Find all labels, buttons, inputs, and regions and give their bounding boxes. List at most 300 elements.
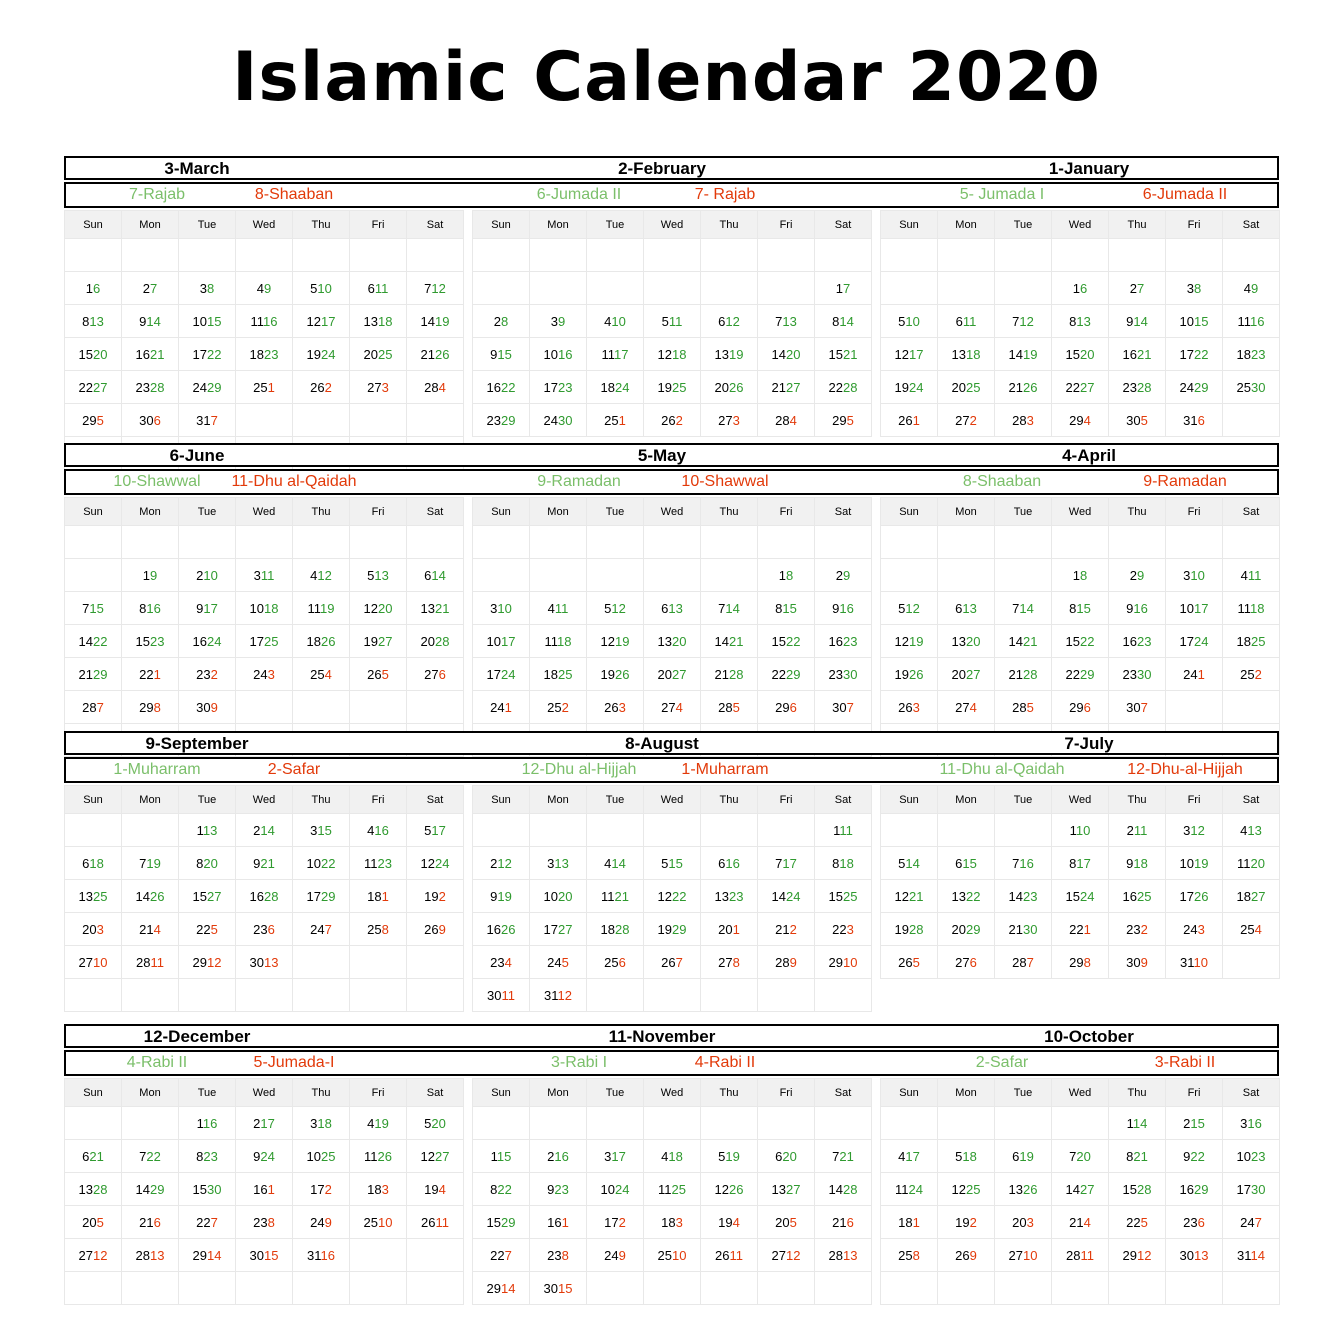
- day-cell[interactable]: [530, 625, 587, 658]
- day-cell[interactable]: [122, 658, 179, 691]
- day-cell[interactable]: [293, 1173, 350, 1206]
- day-cell[interactable]: [1166, 658, 1223, 691]
- day-cell[interactable]: [179, 1140, 236, 1173]
- day-cell[interactable]: [815, 559, 872, 592]
- day-cell[interactable]: [350, 1107, 407, 1140]
- day-cell[interactable]: [701, 658, 758, 691]
- day-cell[interactable]: [1223, 1239, 1280, 1272]
- day-cell[interactable]: [1223, 1173, 1280, 1206]
- day-cell[interactable]: [1166, 1107, 1223, 1140]
- day-cell[interactable]: [1166, 272, 1223, 305]
- day-cell[interactable]: [179, 880, 236, 913]
- day-cell[interactable]: [758, 1206, 815, 1239]
- day-cell[interactable]: [122, 946, 179, 979]
- day-cell[interactable]: [644, 625, 701, 658]
- day-cell[interactable]: [1052, 691, 1109, 724]
- day-cell[interactable]: [530, 305, 587, 338]
- day-cell[interactable]: [293, 1206, 350, 1239]
- day-cell[interactable]: [473, 1272, 530, 1305]
- day-cell[interactable]: [65, 404, 122, 437]
- day-cell[interactable]: [995, 946, 1052, 979]
- day-cell[interactable]: [815, 1239, 872, 1272]
- day-cell[interactable]: [881, 847, 938, 880]
- day-cell[interactable]: [815, 1173, 872, 1206]
- day-cell[interactable]: [938, 691, 995, 724]
- day-cell[interactable]: [530, 1239, 587, 1272]
- day-cell[interactable]: [644, 338, 701, 371]
- day-cell[interactable]: [236, 1173, 293, 1206]
- day-cell[interactable]: [179, 658, 236, 691]
- day-cell[interactable]: [881, 1173, 938, 1206]
- day-cell[interactable]: [407, 625, 464, 658]
- day-cell[interactable]: [701, 625, 758, 658]
- day-cell[interactable]: [1109, 946, 1166, 979]
- day-cell[interactable]: [293, 305, 350, 338]
- day-cell[interactable]: [1109, 559, 1166, 592]
- day-cell[interactable]: [122, 592, 179, 625]
- day-cell[interactable]: [881, 404, 938, 437]
- day-cell[interactable]: [473, 1173, 530, 1206]
- day-cell[interactable]: [473, 847, 530, 880]
- day-cell[interactable]: [758, 338, 815, 371]
- day-cell[interactable]: [644, 946, 701, 979]
- day-cell[interactable]: [587, 592, 644, 625]
- day-cell[interactable]: [1109, 1173, 1166, 1206]
- day-cell[interactable]: [1166, 625, 1223, 658]
- day-cell[interactable]: [758, 880, 815, 913]
- day-cell[interactable]: [815, 272, 872, 305]
- day-cell[interactable]: [65, 913, 122, 946]
- day-cell[interactable]: [1052, 847, 1109, 880]
- day-cell[interactable]: [293, 371, 350, 404]
- day-cell[interactable]: [758, 691, 815, 724]
- day-cell[interactable]: [407, 913, 464, 946]
- day-cell[interactable]: [995, 592, 1052, 625]
- day-cell[interactable]: [122, 1140, 179, 1173]
- day-cell[interactable]: [1052, 1140, 1109, 1173]
- day-cell[interactable]: [815, 625, 872, 658]
- day-cell[interactable]: [881, 691, 938, 724]
- day-cell[interactable]: [407, 658, 464, 691]
- day-cell[interactable]: [122, 691, 179, 724]
- day-cell[interactable]: [179, 559, 236, 592]
- day-cell[interactable]: [179, 1107, 236, 1140]
- day-cell[interactable]: [881, 1206, 938, 1239]
- day-cell[interactable]: [587, 338, 644, 371]
- day-cell[interactable]: [881, 338, 938, 371]
- day-cell[interactable]: [995, 691, 1052, 724]
- day-cell[interactable]: [236, 559, 293, 592]
- day-cell[interactable]: [530, 1206, 587, 1239]
- day-cell[interactable]: [1109, 1206, 1166, 1239]
- day-cell[interactable]: [1109, 404, 1166, 437]
- day-cell[interactable]: [1223, 592, 1280, 625]
- day-cell[interactable]: [881, 880, 938, 913]
- day-cell[interactable]: [65, 691, 122, 724]
- day-cell[interactable]: [236, 592, 293, 625]
- day-cell[interactable]: [530, 979, 587, 1012]
- day-cell[interactable]: [473, 691, 530, 724]
- day-cell[interactable]: [350, 592, 407, 625]
- day-cell[interactable]: [587, 847, 644, 880]
- day-cell[interactable]: [881, 658, 938, 691]
- day-cell[interactable]: [701, 338, 758, 371]
- day-cell[interactable]: [65, 946, 122, 979]
- day-cell[interactable]: [1109, 338, 1166, 371]
- day-cell[interactable]: [179, 847, 236, 880]
- day-cell[interactable]: [995, 1239, 1052, 1272]
- day-cell[interactable]: [701, 1239, 758, 1272]
- day-cell[interactable]: [938, 658, 995, 691]
- day-cell[interactable]: [938, 305, 995, 338]
- day-cell[interactable]: [815, 371, 872, 404]
- day-cell[interactable]: [122, 559, 179, 592]
- day-cell[interactable]: [179, 814, 236, 847]
- day-cell[interactable]: [1052, 658, 1109, 691]
- day-cell[interactable]: [1223, 880, 1280, 913]
- day-cell[interactable]: [881, 305, 938, 338]
- day-cell[interactable]: [236, 1140, 293, 1173]
- day-cell[interactable]: [815, 1206, 872, 1239]
- day-cell[interactable]: [530, 592, 587, 625]
- day-cell[interactable]: [758, 913, 815, 946]
- day-cell[interactable]: [179, 1173, 236, 1206]
- day-cell[interactable]: [758, 1173, 815, 1206]
- day-cell[interactable]: [1109, 658, 1166, 691]
- day-cell[interactable]: [815, 814, 872, 847]
- day-cell[interactable]: [122, 1173, 179, 1206]
- day-cell[interactable]: [350, 559, 407, 592]
- day-cell[interactable]: [938, 847, 995, 880]
- day-cell[interactable]: [1223, 338, 1280, 371]
- day-cell[interactable]: [815, 592, 872, 625]
- day-cell[interactable]: [1223, 847, 1280, 880]
- day-cell[interactable]: [530, 1272, 587, 1305]
- day-cell[interactable]: [701, 592, 758, 625]
- day-cell[interactable]: [473, 658, 530, 691]
- day-cell[interactable]: [815, 338, 872, 371]
- day-cell[interactable]: [815, 691, 872, 724]
- day-cell[interactable]: [758, 592, 815, 625]
- day-cell[interactable]: [701, 1173, 758, 1206]
- day-cell[interactable]: [701, 691, 758, 724]
- day-cell[interactable]: [1109, 592, 1166, 625]
- day-cell[interactable]: [758, 305, 815, 338]
- day-cell[interactable]: [938, 913, 995, 946]
- day-cell[interactable]: [881, 592, 938, 625]
- day-cell[interactable]: [1166, 913, 1223, 946]
- day-cell[interactable]: [1223, 371, 1280, 404]
- day-cell[interactable]: [1166, 880, 1223, 913]
- day-cell[interactable]: [236, 625, 293, 658]
- day-cell[interactable]: [1052, 1206, 1109, 1239]
- day-cell[interactable]: [350, 847, 407, 880]
- day-cell[interactable]: [701, 371, 758, 404]
- day-cell[interactable]: [1109, 913, 1166, 946]
- day-cell[interactable]: [701, 847, 758, 880]
- day-cell[interactable]: [179, 913, 236, 946]
- day-cell[interactable]: [881, 1140, 938, 1173]
- day-cell[interactable]: [1166, 847, 1223, 880]
- day-cell[interactable]: [179, 1239, 236, 1272]
- day-cell[interactable]: [815, 880, 872, 913]
- day-cell[interactable]: [1052, 625, 1109, 658]
- day-cell[interactable]: [236, 1107, 293, 1140]
- day-cell[interactable]: [644, 1206, 701, 1239]
- day-cell[interactable]: [236, 371, 293, 404]
- day-cell[interactable]: [293, 814, 350, 847]
- day-cell[interactable]: [236, 880, 293, 913]
- day-cell[interactable]: [644, 592, 701, 625]
- day-cell[interactable]: [122, 305, 179, 338]
- day-cell[interactable]: [587, 305, 644, 338]
- day-cell[interactable]: [758, 658, 815, 691]
- day-cell[interactable]: [758, 371, 815, 404]
- day-cell[interactable]: [815, 404, 872, 437]
- day-cell[interactable]: [236, 272, 293, 305]
- day-cell[interactable]: [1109, 691, 1166, 724]
- day-cell[interactable]: [938, 1239, 995, 1272]
- day-cell[interactable]: [122, 272, 179, 305]
- day-cell[interactable]: [236, 338, 293, 371]
- day-cell[interactable]: [236, 913, 293, 946]
- day-cell[interactable]: [473, 913, 530, 946]
- day-cell[interactable]: [293, 338, 350, 371]
- day-cell[interactable]: [938, 1206, 995, 1239]
- day-cell[interactable]: [1052, 559, 1109, 592]
- day-cell[interactable]: [293, 625, 350, 658]
- day-cell[interactable]: [350, 1173, 407, 1206]
- day-cell[interactable]: [407, 559, 464, 592]
- day-cell[interactable]: [1223, 814, 1280, 847]
- day-cell[interactable]: [1223, 305, 1280, 338]
- day-cell[interactable]: [1052, 592, 1109, 625]
- day-cell[interactable]: [587, 1239, 644, 1272]
- day-cell[interactable]: [644, 658, 701, 691]
- day-cell[interactable]: [815, 847, 872, 880]
- day-cell[interactable]: [587, 946, 644, 979]
- day-cell[interactable]: [1109, 272, 1166, 305]
- day-cell[interactable]: [815, 913, 872, 946]
- day-cell[interactable]: [938, 625, 995, 658]
- day-cell[interactable]: [65, 592, 122, 625]
- day-cell[interactable]: [881, 1239, 938, 1272]
- day-cell[interactable]: [530, 880, 587, 913]
- day-cell[interactable]: [1109, 1239, 1166, 1272]
- day-cell[interactable]: [1109, 880, 1166, 913]
- day-cell[interactable]: [122, 913, 179, 946]
- day-cell[interactable]: [644, 404, 701, 437]
- day-cell[interactable]: [815, 1140, 872, 1173]
- day-cell[interactable]: [179, 338, 236, 371]
- day-cell[interactable]: [407, 592, 464, 625]
- day-cell[interactable]: [995, 1206, 1052, 1239]
- day-cell[interactable]: [701, 1140, 758, 1173]
- day-cell[interactable]: [1052, 814, 1109, 847]
- day-cell[interactable]: [995, 371, 1052, 404]
- day-cell[interactable]: [701, 913, 758, 946]
- day-cell[interactable]: [122, 1239, 179, 1272]
- day-cell[interactable]: [644, 691, 701, 724]
- day-cell[interactable]: [1052, 338, 1109, 371]
- day-cell[interactable]: [350, 880, 407, 913]
- day-cell[interactable]: [1166, 371, 1223, 404]
- day-cell[interactable]: [530, 658, 587, 691]
- day-cell[interactable]: [179, 404, 236, 437]
- day-cell[interactable]: [644, 847, 701, 880]
- day-cell[interactable]: [1052, 1239, 1109, 1272]
- day-cell[interactable]: [350, 814, 407, 847]
- day-cell[interactable]: [236, 658, 293, 691]
- day-cell[interactable]: [530, 691, 587, 724]
- day-cell[interactable]: [65, 338, 122, 371]
- day-cell[interactable]: [587, 913, 644, 946]
- day-cell[interactable]: [473, 371, 530, 404]
- day-cell[interactable]: [530, 1173, 587, 1206]
- day-cell[interactable]: [65, 1173, 122, 1206]
- day-cell[interactable]: [758, 625, 815, 658]
- day-cell[interactable]: [122, 404, 179, 437]
- day-cell[interactable]: [587, 658, 644, 691]
- day-cell[interactable]: [350, 338, 407, 371]
- day-cell[interactable]: [1052, 1173, 1109, 1206]
- day-cell[interactable]: [473, 946, 530, 979]
- day-cell[interactable]: [1166, 305, 1223, 338]
- day-cell[interactable]: [701, 404, 758, 437]
- day-cell[interactable]: [644, 1239, 701, 1272]
- day-cell[interactable]: [1223, 625, 1280, 658]
- day-cell[interactable]: [236, 946, 293, 979]
- day-cell[interactable]: [1052, 946, 1109, 979]
- day-cell[interactable]: [1223, 1107, 1280, 1140]
- day-cell[interactable]: [644, 1140, 701, 1173]
- day-cell[interactable]: [293, 559, 350, 592]
- day-cell[interactable]: [587, 691, 644, 724]
- day-cell[interactable]: [350, 658, 407, 691]
- day-cell[interactable]: [65, 658, 122, 691]
- day-cell[interactable]: [407, 1173, 464, 1206]
- day-cell[interactable]: [995, 880, 1052, 913]
- day-cell[interactable]: [293, 847, 350, 880]
- day-cell[interactable]: [473, 625, 530, 658]
- day-cell[interactable]: [995, 847, 1052, 880]
- day-cell[interactable]: [881, 371, 938, 404]
- day-cell[interactable]: [65, 305, 122, 338]
- day-cell[interactable]: [1109, 1107, 1166, 1140]
- day-cell[interactable]: [122, 371, 179, 404]
- day-cell[interactable]: [587, 1173, 644, 1206]
- day-cell[interactable]: [995, 404, 1052, 437]
- day-cell[interactable]: [1109, 305, 1166, 338]
- day-cell[interactable]: [1223, 913, 1280, 946]
- day-cell[interactable]: [350, 913, 407, 946]
- day-cell[interactable]: [473, 880, 530, 913]
- day-cell[interactable]: [350, 305, 407, 338]
- day-cell[interactable]: [407, 1140, 464, 1173]
- day-cell[interactable]: [473, 338, 530, 371]
- day-cell[interactable]: [644, 1173, 701, 1206]
- day-cell[interactable]: [236, 847, 293, 880]
- day-cell[interactable]: [407, 338, 464, 371]
- day-cell[interactable]: [938, 371, 995, 404]
- day-cell[interactable]: [179, 625, 236, 658]
- day-cell[interactable]: [293, 272, 350, 305]
- day-cell[interactable]: [407, 814, 464, 847]
- day-cell[interactable]: [938, 592, 995, 625]
- day-cell[interactable]: [530, 913, 587, 946]
- day-cell[interactable]: [758, 847, 815, 880]
- day-cell[interactable]: [938, 946, 995, 979]
- day-cell[interactable]: [995, 625, 1052, 658]
- day-cell[interactable]: [236, 305, 293, 338]
- day-cell[interactable]: [1166, 559, 1223, 592]
- day-cell[interactable]: [65, 880, 122, 913]
- day-cell[interactable]: [1109, 847, 1166, 880]
- day-cell[interactable]: [815, 946, 872, 979]
- day-cell[interactable]: [530, 1140, 587, 1173]
- day-cell[interactable]: [587, 880, 644, 913]
- day-cell[interactable]: [701, 305, 758, 338]
- day-cell[interactable]: [293, 1239, 350, 1272]
- day-cell[interactable]: [758, 404, 815, 437]
- day-cell[interactable]: [758, 559, 815, 592]
- day-cell[interactable]: [122, 880, 179, 913]
- day-cell[interactable]: [407, 305, 464, 338]
- day-cell[interactable]: [1052, 272, 1109, 305]
- day-cell[interactable]: [293, 1107, 350, 1140]
- day-cell[interactable]: [473, 592, 530, 625]
- day-cell[interactable]: [1223, 1206, 1280, 1239]
- day-cell[interactable]: [65, 1239, 122, 1272]
- day-cell[interactable]: [122, 847, 179, 880]
- day-cell[interactable]: [473, 305, 530, 338]
- day-cell[interactable]: [644, 913, 701, 946]
- day-cell[interactable]: [758, 1239, 815, 1272]
- day-cell[interactable]: [881, 946, 938, 979]
- day-cell[interactable]: [644, 305, 701, 338]
- day-cell[interactable]: [473, 404, 530, 437]
- day-cell[interactable]: [1223, 1140, 1280, 1173]
- day-cell[interactable]: [995, 1140, 1052, 1173]
- day-cell[interactable]: [1052, 404, 1109, 437]
- day-cell[interactable]: [236, 1206, 293, 1239]
- day-cell[interactable]: [1166, 404, 1223, 437]
- day-cell[interactable]: [1109, 371, 1166, 404]
- day-cell[interactable]: [473, 979, 530, 1012]
- day-cell[interactable]: [1166, 1239, 1223, 1272]
- day-cell[interactable]: [179, 691, 236, 724]
- day-cell[interactable]: [179, 272, 236, 305]
- day-cell[interactable]: [815, 658, 872, 691]
- day-cell[interactable]: [473, 1206, 530, 1239]
- day-cell[interactable]: [293, 658, 350, 691]
- day-cell[interactable]: [701, 946, 758, 979]
- day-cell[interactable]: [995, 913, 1052, 946]
- day-cell[interactable]: [65, 847, 122, 880]
- day-cell[interactable]: [350, 625, 407, 658]
- day-cell[interactable]: [881, 913, 938, 946]
- day-cell[interactable]: [938, 404, 995, 437]
- day-cell[interactable]: [179, 592, 236, 625]
- day-cell[interactable]: [293, 1140, 350, 1173]
- day-cell[interactable]: [407, 1107, 464, 1140]
- day-cell[interactable]: [995, 305, 1052, 338]
- day-cell[interactable]: [530, 847, 587, 880]
- day-cell[interactable]: [938, 880, 995, 913]
- day-cell[interactable]: [179, 946, 236, 979]
- day-cell[interactable]: [1166, 1206, 1223, 1239]
- day-cell[interactable]: [758, 1140, 815, 1173]
